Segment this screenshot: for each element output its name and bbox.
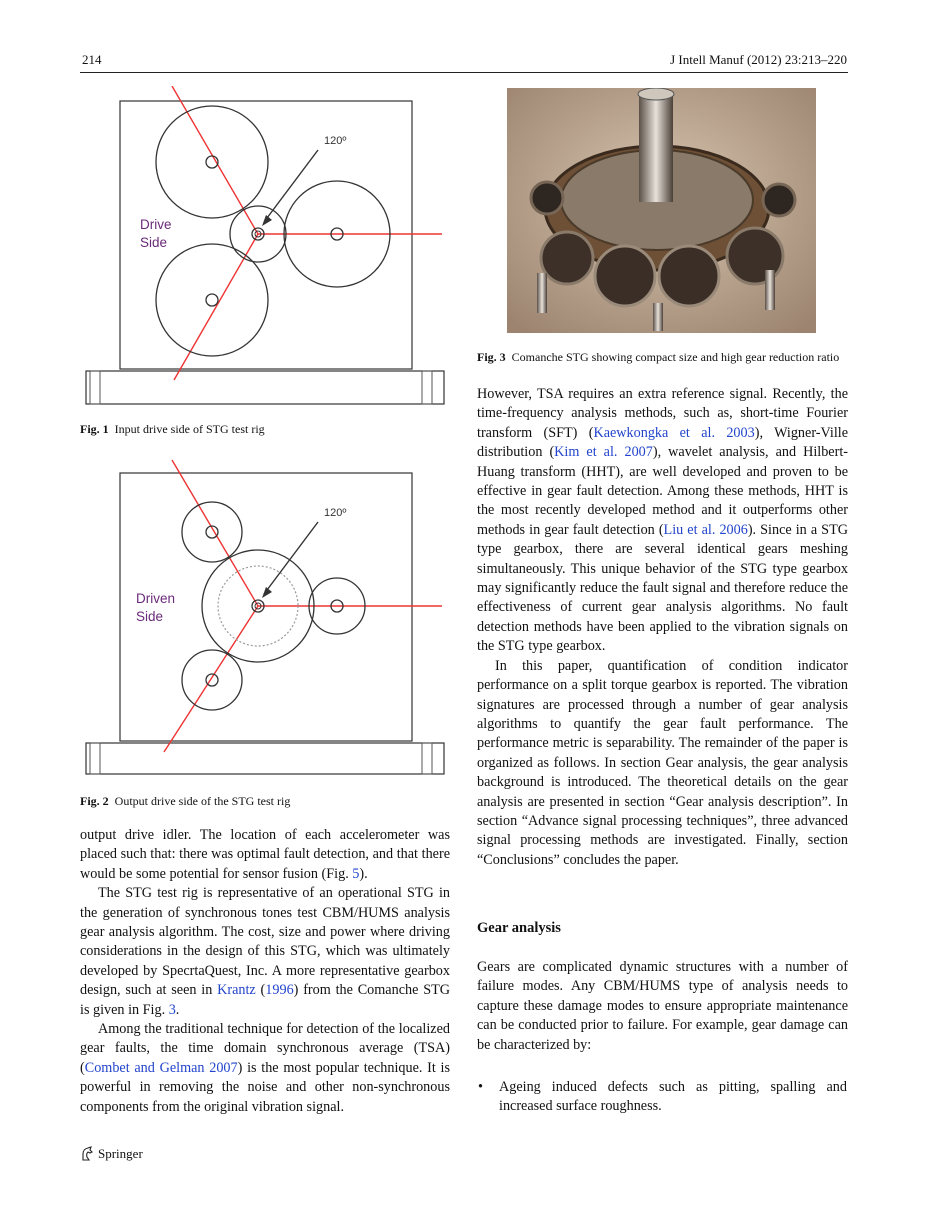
paragraph: However, TSA requires an extra reference signal. Recently, the time-frequency analysis methods, such as, short-time Fourier transform (SFT) (Kaewkongka et al. 2003), Wigner-Ville distribution (Kim et al. 2007), wavelet analysis, and Hilbert-Huang transform (HHT), are well developed and proven to be effective in gear fault detection. Among these methods, HHT is the most recently developed method and it outperforms other methods in gear fault detection (Liu et al. 2006). Since in a STG type gearbox, there are several identical gears meshing simultaneously. This unique behavior of the STG type gearbox may significantly reduce the fault signal and therefore reduce the effectiveness of current gear analysis algorithms. No fault detection methods have been applied to the vibration signals on the STG type gearbox.	[477, 386, 848, 655]
bullet-icon: •	[478, 1079, 483, 1095]
right-column-text-2	[477, 958, 848, 1055]
citation-link[interactable]: Kaewkongka et al. 2003	[593, 424, 755, 441]
caption-text: Output drive side of the STG test rig	[114, 794, 291, 808]
figure-2-diagram	[84, 458, 446, 778]
fig-ref-link[interactable]: 5	[352, 865, 360, 882]
list-item	[478, 1078, 848, 1118]
caption-text: Comanche STG showing compact size and high gear reduction ratio	[511, 350, 840, 364]
figure-1-caption	[80, 421, 450, 437]
paragraph: Among the traditional technique for detection of the localized gear faults, the time domain synchronous average (TSA) (Combet and Gelman 2007) is the most popular technique. It is powerful in removing the noise and other non-synchronous components from the original vibration signal.	[80, 1021, 450, 1115]
section-heading: Gear analysis	[477, 920, 561, 936]
page-number: 214	[82, 52, 102, 67]
fig-ref-link[interactable]: 3	[168, 1001, 176, 1018]
figure-2	[84, 458, 446, 778]
citation-link[interactable]: Kim et al. 2007	[554, 444, 653, 461]
paragraph: Gears are complicated dynamic structures with a number of failure modes. Any CBM/HUMS type of analysis needs to capture these damage modes to ensure appropriate maintenance can be conducted prior to failure. For example, gear damage can be characterized by:	[477, 959, 848, 1053]
citation-link[interactable]: Krantz	[217, 982, 256, 999]
paragraph: output drive idler. The location of each accelerometer was placed such that: there was optimal fault detection, and that there would be some potential for sensor fusion (Fig. 5).	[80, 827, 450, 882]
caption-number: Fig. 3	[477, 350, 506, 364]
fig1-side-label-2: Side	[140, 235, 168, 250]
figure-2-caption	[80, 793, 450, 809]
citation-link[interactable]: 1996	[265, 982, 294, 999]
paragraph: In this paper, quantification of condition indicator performance on a split torque gearbox is reported. The vibration signatures are processed through a number of gear analysis algorithms to quantify the gear fault performance. The performance metric is separability. The remainder of the paper is organized as follows. In section Gear analysis, the gear analysis background is introduced. The theoretical details on the gear analysis are presented in section “Gear analysis description”. In section “Advance signal processing techniques”, three advanced signal processing methods are investigated. Finally, section “Conclusions” concludes the paper.	[477, 657, 848, 868]
paragraph: The STG test rig is representative of an operational STG in the generation of synchronous tones test CBM/HUMS analysis gear analysis algorithm. The cost, size and power where driving considerations in the design of this STG, which was ultimately developed by SpecrtaQuest, Inc. A more representative gearbox design, such at seen in Krantz (1996) from the Comanche STG is given in Fig. 3.	[80, 885, 451, 1018]
fig2-angle-label: 120º	[324, 507, 347, 519]
figure-1-diagram	[84, 86, 446, 408]
caption-number: Fig. 1	[80, 422, 109, 436]
left-column-text	[80, 826, 450, 1117]
caption-text: Input drive side of STG test rig	[114, 422, 265, 436]
publisher-name: Springer	[98, 1146, 143, 1161]
list-item-text: Ageing induced defects such as pitting, spalling and increased surface roughness.	[499, 1079, 847, 1115]
header-rule	[80, 72, 848, 73]
journal-citation: J Intell Manuf (2012) 23:213–220	[670, 52, 847, 67]
figure-1	[84, 86, 446, 408]
fig1-angle-label: 120º	[324, 135, 347, 147]
right-column-text	[477, 385, 848, 870]
springer-horse-icon	[80, 1146, 94, 1162]
figure-3-caption	[477, 349, 849, 365]
footer-publisher	[80, 1146, 143, 1162]
fig2-side-label-1: Driven	[136, 591, 176, 606]
fig1-side-label-1: Drive	[140, 217, 172, 232]
caption-number: Fig. 2	[80, 794, 109, 808]
figure-3-photo	[507, 88, 816, 333]
citation-link[interactable]: Combet and Gelman 2007	[84, 1059, 238, 1076]
fig2-side-label-2: Side	[136, 609, 164, 624]
citation-link[interactable]: Liu et al. 2006	[663, 521, 748, 538]
gearbox-photo	[507, 88, 816, 333]
